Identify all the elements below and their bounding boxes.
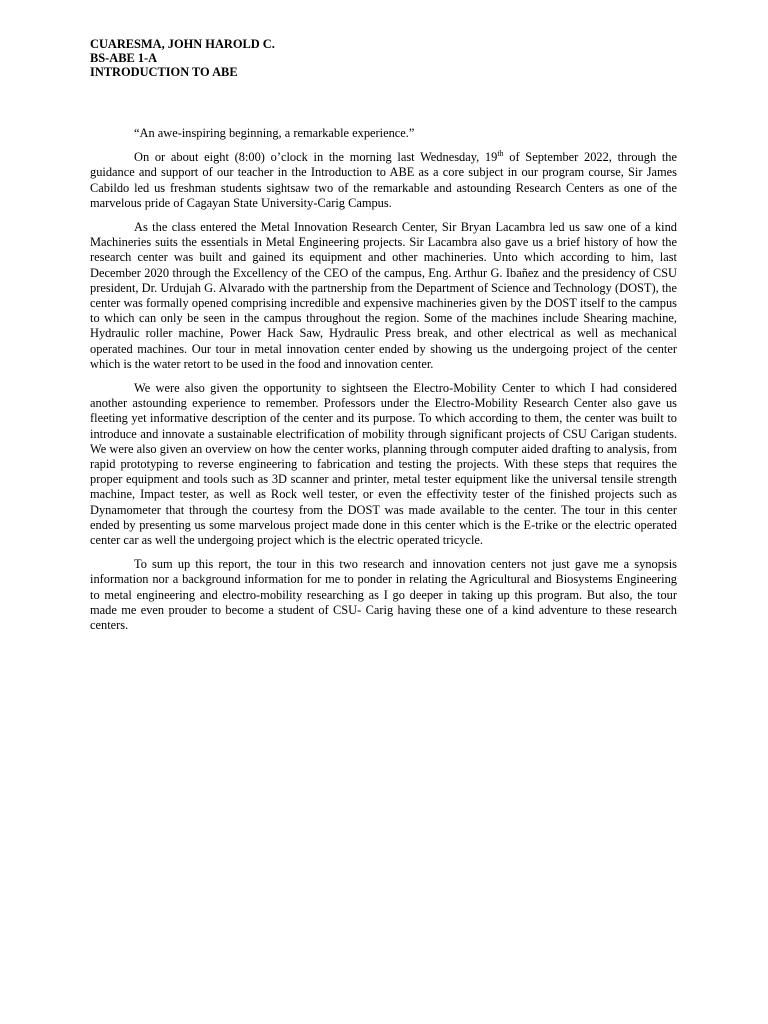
paragraph-1 bbox=[90, 150, 677, 211]
paragraph-1-text-start: On or about eight (8:00) o’clock in the morning last Wednesday, 19 bbox=[134, 150, 498, 165]
student-section: BS-ABE 1-A bbox=[90, 51, 158, 65]
opening-quote: “An awe-inspiring beginning, a remarkable experience.” bbox=[134, 126, 415, 140]
paragraph-2: As the class entered the Metal Innovation Research Center, Sir Bryan Lacambra led us saw one of a kind Machineries suits the essentials in Metal Engineering projects. Sir Lacambra also gave us a brief history of how the research center was built and gained its equipment and other machineries. Unto which according to him, last December 2020 through the Excellency of the CEO of the campus, Eng. Arthur G. Ibañez and the presidency of CSU president, Dr. Urdujah G. Alvarado with the partnership from the Department of Science and Technology (DOST), the center was formally opened comprising incredible and expensive machineries given by the DOST itself to the campus to which can only be seen in the campus throughout the region. Some of the machines include Shearing machine, Hydraulic roller machine, Power Hack Saw, Hydraulic Press break, and other electrical as well as mechanical operated machines. Our tour in metal innovation center ended by showing us the undergoing project of the center which is the water retort to be used in the food and innovation center. bbox=[90, 220, 677, 371]
student-name: CUARESMA, JOHN HAROLD C. bbox=[90, 37, 275, 51]
paragraph-4: To sum up this report, the tour in this two research and innovation centers not just gave me a synopsis information nor a background information for me to ponder in relating the Agricultural and Biosystems Engineering to metal engineering and electro-mobility researching as I go deeper in taking up this program. But also, the tour made me even prouder to become a student of CSU- Carig having these one of a kind adventure to these research centers. bbox=[90, 557, 677, 633]
paragraph-1-text-end: of September 2022, through the guidance and support of our teacher in the Introduction to ABE as a core subject in our program course, Sir James Cabildo led us freshman students sightsaw two of the remarkable and astounding Research Centers as one of the marvelous pride of Cagayan State University-Carig Campus. bbox=[90, 150, 677, 210]
document-page bbox=[90, 37, 677, 642]
ordinal-suffix: th bbox=[497, 149, 504, 159]
course-title: INTRODUCTION TO ABE bbox=[90, 65, 238, 79]
paragraph-3: We were also given the opportunity to sightseen the Electro-Mobility Center to which I had considered another astounding experience to remember. Professors under the Electro-Mobility Research Center also gave us fleeting yet informative description of the center and its purpose. To which according to them, the center was built to introduce and innovate a sustainable electrification of mobility through significant projects of CSU Carigan students. We were also given an overview on how the center works, planning through computer aided drafting to analysis, from rapid prototyping to reverse engineering to fabrication and testing the projects. With these steps that requires the proper equipment and tools such as 3D scanner and printer, metal tester equipment like the universal tensile strength machine, Impact tester, as well as Rock well tester, or even the effectivity tester of the finished projects such as Dynamometer that through the courtesy from the DOST was made available to the center. The tour in this center ended by presenting us some marvelous project made done in this center which is the E-trike or the electric operated center car as well the undergoing project which is the electric operated tricycle. bbox=[90, 381, 677, 548]
